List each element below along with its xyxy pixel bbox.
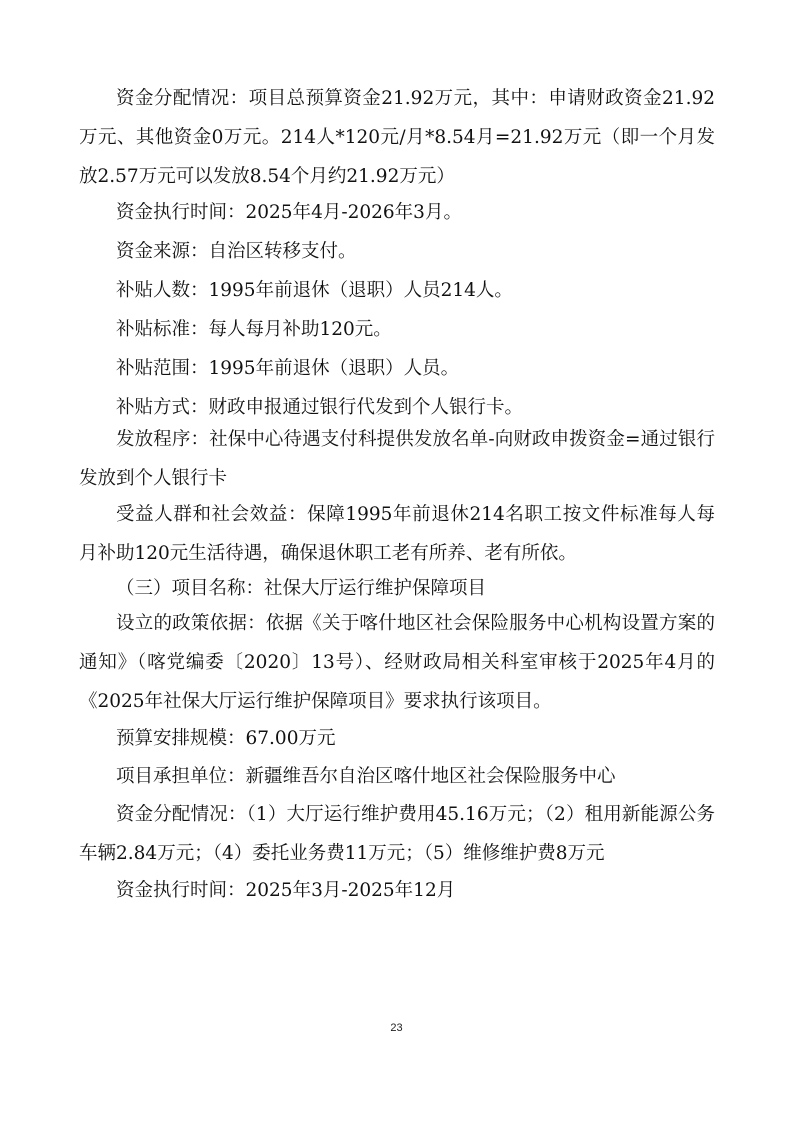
paragraph-beneficiaries: 受益人群和社会效益：保障1995年前退休214名职工按文件标准每人每月补助120元生活待遇，确保退休职工老有所养、老有所依。 bbox=[79, 504, 715, 564]
paragraph-execution-time-2: 资金执行时间：2025年3月-2025年12月 bbox=[116, 880, 456, 901]
paragraph-fund-allocation-1: 资金分配情况：项目总预算资金21.92万元，其中：申请财政资金21.92万元、其他资金0万元。214人*120元/月*8.54月=21.92万元（即一个月发放2.57万元可以发放8.54个月约21.92万元） bbox=[79, 88, 715, 187]
paragraph-responsible-unit: 项目承担单位：新疆维吾尔自治区喀什地区社会保险服务中心 bbox=[116, 766, 616, 787]
paragraph-subsidy-scope: 补贴范围：1995年前退休（退职）人员。 bbox=[116, 358, 460, 379]
paragraph-subsidy-method: 补贴方式：财政申报通过银行代发到个人银行卡。 bbox=[116, 397, 524, 418]
page-number: 23 bbox=[390, 1022, 403, 1034]
paragraph-policy-basis: 设立的政策依据：依据《关于喀什地区社会保险服务中心机构设置方案的通知》（喀党编委〔2020〕13号）、经财政局相关科室审核于2025年4月的《2025年社保大厅运行维护保障项目》要求执行该项目。 bbox=[79, 613, 715, 712]
paragraph-fund-source: 资金来源：自治区转移支付。 bbox=[116, 241, 357, 262]
paragraph-fund-allocation-2: 资金分配情况：（1）大厅运行维护费用45.16万元；（2）租用新能源公务车辆2.84万元；（4）委托业务费11万元；（5）维修维护费8万元 bbox=[79, 804, 715, 864]
paragraph-execution-time-1: 资金执行时间：2025年4月-2026年3月。 bbox=[116, 202, 462, 223]
section-heading-project-3: （三）项目名称：社保大厅运行维护保障项目 bbox=[116, 578, 487, 599]
paragraph-distribution-procedure: 发放程序：社保中心待遇支付科提供发放名单-向财政申拨资金=通过银行发放到个人银行卡 bbox=[79, 429, 715, 489]
paragraph-subsidy-standard: 补贴标准：每人每月补助120元。 bbox=[116, 319, 392, 340]
paragraph-subsidy-count: 补贴人数：1995年前退休（退职）人员214人。 bbox=[116, 280, 513, 301]
paragraph-budget-scale: 预算安排规模：67.00万元 bbox=[116, 728, 336, 749]
